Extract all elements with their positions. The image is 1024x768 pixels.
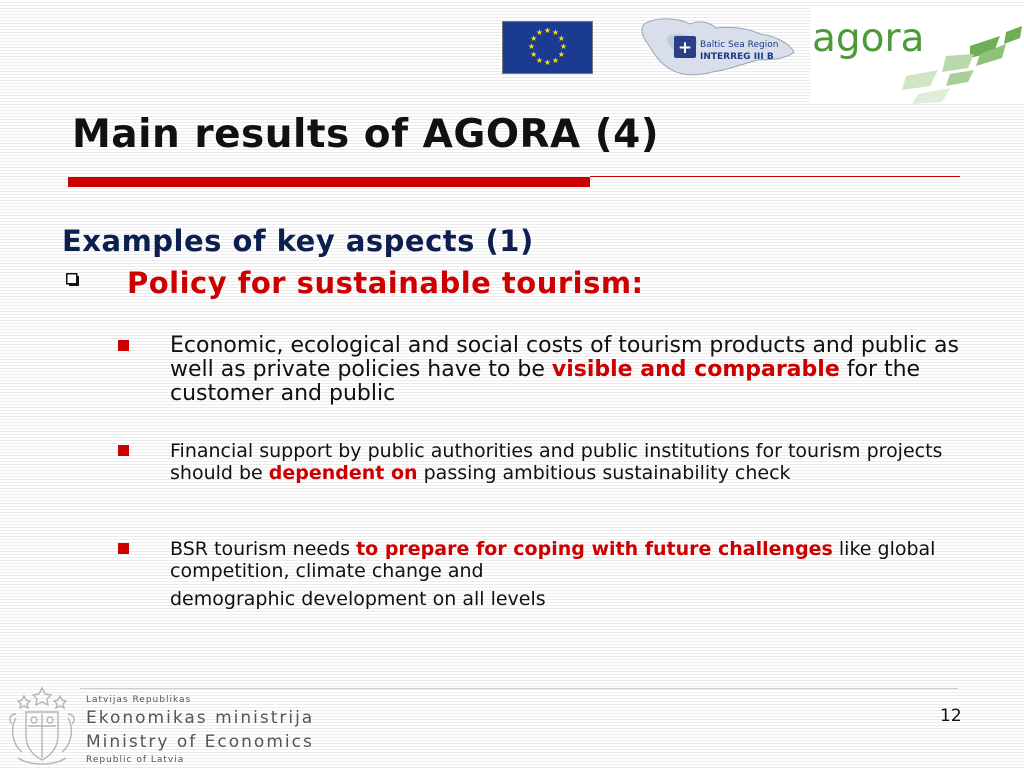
checkbox-bullet-icon (66, 273, 80, 287)
baltic-sea-region-logo (638, 14, 798, 80)
bullet-text: Economic, ecological and social costs of tourism products and public as well as private policies have to be (170, 333, 959, 382)
bullet-highlight: to prepare for coping with future challenges (356, 538, 833, 560)
bullet-highlight: visible and comparable (551, 357, 840, 382)
svg-text:★: ★ (535, 56, 544, 65)
svg-text:★: ★ (530, 34, 538, 43)
title-underline-rule (590, 176, 960, 177)
latvia-coat-of-arms-icon (2, 684, 82, 768)
key-aspects-heading: Examples of key aspects (1) (62, 224, 534, 258)
policy-heading: Policy for sustainable tourism: (127, 266, 644, 300)
interreg-label: INTERREG III B (700, 52, 774, 62)
svg-text:★: ★ (551, 28, 560, 37)
bullet-item (170, 538, 980, 610)
bullet-item (170, 440, 960, 484)
svg-text:★: ★ (557, 34, 565, 43)
svg-text:★: ★ (543, 26, 552, 35)
country-en-label: Republic of Latvia (86, 755, 185, 765)
bullet-item (170, 334, 980, 406)
agora-logo (810, 6, 1024, 104)
agora-arrows-icon (890, 14, 1024, 104)
svg-text:★: ★ (557, 50, 565, 59)
title-underline-bar (68, 177, 590, 187)
bullet-text-end: for the customer and public (170, 357, 921, 406)
svg-text:★: ★ (543, 58, 552, 67)
svg-text:★: ★ (535, 28, 544, 37)
square-bullet-icon (118, 340, 129, 351)
svg-text:+: + (677, 38, 693, 58)
bullet-text-end: like global competition, climate change and (170, 538, 936, 582)
bullet-text: Financial support by public authorities and public institutions for tourism projects should be (170, 440, 943, 484)
ministry-lv-label: Ekonomikas ministrija (86, 708, 315, 728)
ministry-en-label: Ministry of Economics (86, 732, 314, 752)
eu-flag-logo (502, 21, 593, 74)
bullet-text-end: passing ambitious sustainability check (417, 462, 791, 484)
svg-text:★: ★ (530, 50, 538, 59)
svg-text:★: ★ (527, 42, 536, 51)
country-lv-label: Latvijas Republikas (86, 695, 192, 705)
bullet-continuation: demographic development on all levels (170, 588, 546, 610)
footer-rule (80, 688, 958, 689)
square-bullet-icon (118, 543, 129, 554)
bullet-text: BSR tourism needs (170, 538, 357, 560)
square-bullet-icon (118, 445, 129, 456)
slide-title: Main results of AGORA (4) (72, 112, 660, 157)
page-number: 12 (940, 706, 962, 726)
svg-text:★: ★ (559, 42, 568, 51)
bsr-label: Baltic Sea Region (700, 40, 779, 50)
bullet-highlight: dependent on (268, 462, 418, 484)
svg-text:★: ★ (551, 56, 560, 65)
eu-stars-icon (503, 22, 592, 73)
agora-logo-text: agora (812, 16, 925, 61)
